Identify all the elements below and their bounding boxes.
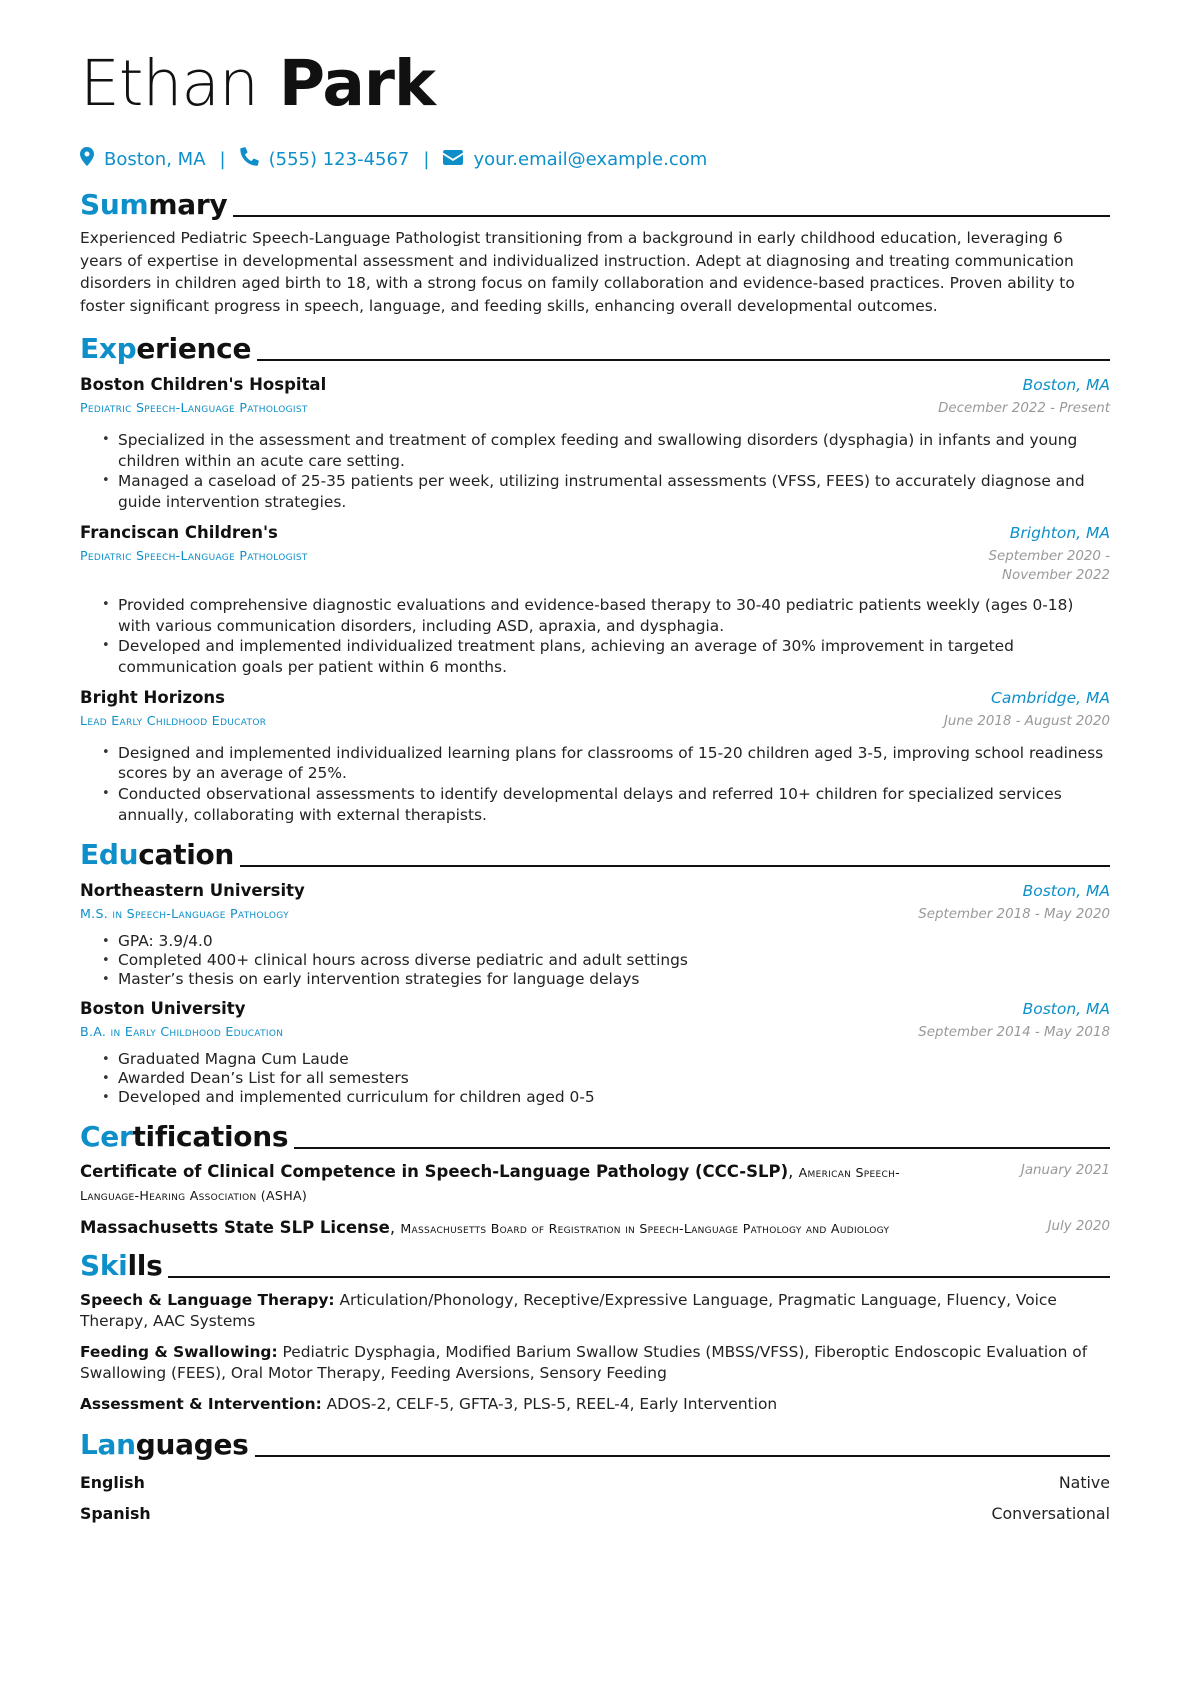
entry-dates: December 2022 - Present xyxy=(938,401,1110,416)
entry-location: Boston, MA xyxy=(1022,882,1110,901)
list-item: • GPA: 3.9/4.0 xyxy=(118,932,1110,951)
job-title: Lead Early Childhood Educator xyxy=(80,712,267,728)
entry-dates: September 2018 - May 2020 xyxy=(918,907,1110,923)
certification-entry: Massachusetts State SLP License, Massachusetts Board of Registration in Speech-Language Pathology and Audiology July 2020 xyxy=(80,1218,1110,1238)
list-item: • Provided comprehensive diagnostic evaluations and evidence-based therapy to 30-40 pediatric patients weekly (ages 0-18) with various communication disorders, including ASD, apraxia, and dysphagia. xyxy=(118,595,1110,636)
skill-category: Feeding & Swallowing: xyxy=(80,1343,278,1362)
achievement-list xyxy=(80,743,1110,826)
contact-phone[interactable] xyxy=(240,147,410,171)
certification-issuer: American Speech-Language-Hearing Association (ASHA) xyxy=(80,1165,900,1204)
summary-text: Experienced Pediatric Speech-Language Pathologist transitioning from a background in early childhood education, leveraging 6 years of expertise in developmental assessment and individualized instruction. Adept at diagnosing and treating communication disorders in children aged birth to 18, with a strong focus on family collaboration and evidence-based practices. Proven ability to foster significant progress in speech, language, and feeding skills, enhancing overall developmental outcomes. xyxy=(80,229,1075,315)
section-title: Languages xyxy=(80,1428,249,1462)
language-row xyxy=(80,1498,1110,1529)
certification-date: January 2021 xyxy=(1020,1163,1110,1179)
skills-section xyxy=(80,1244,1110,1415)
experience-heading xyxy=(80,327,1110,363)
map-marker-icon xyxy=(80,147,94,171)
skill-group xyxy=(80,1342,1110,1384)
certification-name: Certificate of Clinical Competence in Speech-Language Pathology (CCC-SLP) xyxy=(80,1162,789,1182)
certification-name: Massachusetts State SLP License xyxy=(80,1218,390,1238)
employer-name: Bright Horizons xyxy=(80,687,226,707)
achievement-list xyxy=(80,430,1110,513)
entry-location: Boston, MA xyxy=(1022,376,1110,394)
language-name: Spanish xyxy=(80,1504,151,1524)
section-title: Education xyxy=(80,838,235,872)
language-name: English xyxy=(80,1473,145,1493)
skill-category: Speech & Language Therapy: xyxy=(80,1291,335,1310)
section-rule xyxy=(255,1455,1110,1457)
education-section xyxy=(80,833,1110,1107)
education-heading xyxy=(80,833,1110,872)
entry-dates: September 2020 - November 2022 xyxy=(988,548,1110,583)
job-title: Pediatric Speech-Language Pathologist xyxy=(80,400,308,415)
entry-dates: September 2014 - May 2018 xyxy=(918,1025,1110,1041)
degree: M.S. in Speech-Language Pathology xyxy=(80,906,289,922)
experience-entry xyxy=(80,375,1110,513)
list-item: • Designed and implemented individualized learning plans for classrooms of 15-20 children aged 3-5, improving school readiness scores by an average of 25%. xyxy=(118,743,1110,784)
achievement-list xyxy=(80,595,1110,678)
list-item: • Developed and implemented curriculum for children aged 0-5 xyxy=(118,1088,1110,1107)
section-title: Certifications xyxy=(80,1120,289,1154)
skill-group xyxy=(80,1394,1110,1415)
candidate-name xyxy=(80,47,1110,120)
skill-list: Articulation/Phonology, Receptive/Expressive Language, Pragmatic Language, Fluency, Voice Therapy, AAC Systems xyxy=(80,1291,1057,1331)
skill-list: ADOS-2, CELF-5, GFTA-3, PLS-5, REEL-4, Early Intervention xyxy=(326,1395,778,1414)
phone-icon xyxy=(240,147,259,171)
employer-name: Franciscan Children's xyxy=(80,522,278,542)
section-title: Experience xyxy=(80,332,252,365)
entry-dates: June 2018 - August 2020 xyxy=(943,713,1110,729)
section-title: Summary xyxy=(80,188,228,221)
summary-section xyxy=(80,183,1110,317)
education-entry xyxy=(80,881,1110,989)
section-rule xyxy=(240,865,1110,867)
location-text: Boston, MA xyxy=(104,148,206,170)
entry-location: Boston, MA xyxy=(1022,1000,1110,1019)
list-item: • Managed a caseload of 25-35 patients per week, utilizing instrumental assessments (VFSS, FEES) to accurately diagnose and guide intervention strategies. xyxy=(118,471,1110,512)
skills-heading xyxy=(80,1244,1110,1283)
entry-location: Cambridge, MA xyxy=(991,688,1110,707)
list-item: • Completed 400+ clinical hours across diverse pediatric and adult settings xyxy=(118,951,1110,970)
languages-section xyxy=(80,1423,1110,1529)
certification-entry: Certificate of Clinical Competence in Speech-Language Pathology (CCC-SLP), American Speech-Language-Hearing Association (ASHA) January 2021 xyxy=(80,1162,1110,1204)
school-name: Northeastern University xyxy=(80,881,305,901)
degree: B.A. in Early Childhood Education xyxy=(80,1024,284,1040)
employer-name: Boston Children's Hospital xyxy=(80,375,327,394)
section-rule xyxy=(257,359,1110,361)
entry-location: Brighton, MA xyxy=(1009,523,1110,542)
contact-separator: | xyxy=(219,148,226,170)
certification-issuer: Massachusetts Board of Registration in Speech-Language Pathology and Audiology xyxy=(400,1221,890,1237)
language-level: Native xyxy=(1058,1473,1110,1493)
job-title: Pediatric Speech-Language Pathologist xyxy=(80,547,308,563)
experience-section xyxy=(80,327,1110,825)
contact-location xyxy=(80,147,206,171)
school-name: Boston University xyxy=(80,999,246,1019)
list-item: • Master’s thesis on early intervention strategies for language delays xyxy=(118,970,1110,989)
education-details xyxy=(80,1050,1110,1107)
section-rule xyxy=(168,1276,1110,1278)
certification-date: July 2020 xyxy=(1047,1219,1110,1235)
list-item: • Conducted observational assessments to identify developmental delays and referred 10+ children for specialized services annually, collaborating with external therapists. xyxy=(118,784,1110,825)
phone-text: (555) 123-4567 xyxy=(268,148,410,170)
summary-heading xyxy=(80,183,1110,219)
contact-email[interactable] xyxy=(443,149,707,170)
section-rule xyxy=(233,215,1110,217)
list-item: • Awarded Dean’s List for all semesters xyxy=(118,1069,1110,1088)
skill-group xyxy=(80,1290,1110,1332)
email-link[interactable]: your.email@example.com xyxy=(473,148,708,170)
language-level: Conversational xyxy=(991,1504,1110,1524)
education-entry xyxy=(80,999,1110,1107)
languages-heading xyxy=(80,1423,1110,1462)
certifications-heading xyxy=(80,1115,1110,1154)
experience-entry xyxy=(80,523,1110,678)
list-item: • Developed and implemented individualized treatment plans, achieving an average of 30% improvement in targeted communication goals per patient within 6 months. xyxy=(118,636,1110,677)
last-name: Park xyxy=(278,47,435,120)
section-title: Skills xyxy=(80,1249,163,1283)
list-item: • Specialized in the assessment and treatment of complex feeding and swallowing disorders (dysphagia) in infants and young children within an acute care setting. xyxy=(118,430,1110,471)
section-rule xyxy=(294,1147,1110,1149)
education-details xyxy=(80,932,1110,989)
language-row xyxy=(80,1467,1110,1498)
envelope-icon xyxy=(443,149,463,170)
certifications-section xyxy=(80,1115,1110,1240)
skill-category: Assessment & Intervention: xyxy=(80,1395,322,1414)
first-name: Ethan xyxy=(80,47,258,120)
contact-separator: | xyxy=(423,148,430,170)
contact-bar xyxy=(80,147,1110,171)
skill-list: Pediatric Dysphagia, Modified Barium Swallow Studies (MBSS/VFSS), Fiberoptic Endoscopic Evaluation of Swallowing (FEES), Oral Motor Therapy, Feeding Aversions, Sensory Feeding xyxy=(80,1343,1088,1383)
list-item: • Graduated Magna Cum Laude xyxy=(118,1050,1110,1069)
experience-entry xyxy=(80,688,1110,826)
